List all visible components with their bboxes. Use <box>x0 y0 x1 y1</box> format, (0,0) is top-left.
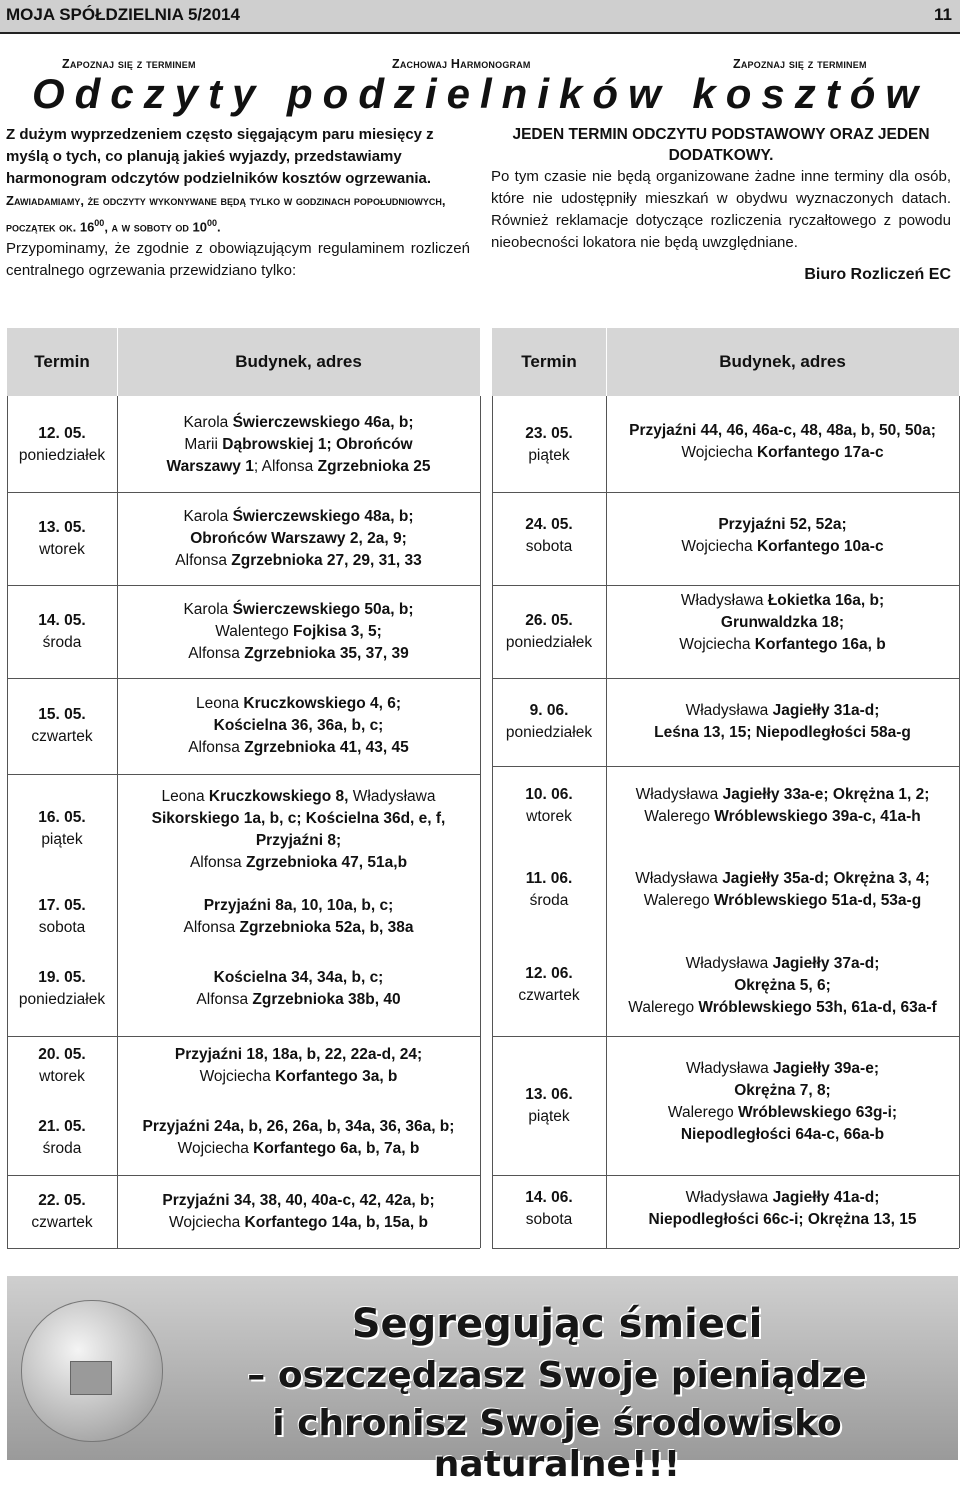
table-row: 21. 05. środa <box>38 1118 86 1157</box>
table-row: 17. 05. sobota <box>38 897 86 936</box>
table-row: 20. 05. wtorek <box>38 1046 86 1085</box>
table-row: Władysława Jagiełły 31a-d; Leśna 13, 15; Niepodległości 58a-g <box>654 702 911 741</box>
table-row: 19. 05. poniedziałek <box>18 969 106 1008</box>
table-row: Przyjaźni 8a, 10, 10a, b, c; Alfonsa Zgrzebnioka 52a, b, 38a <box>183 897 414 936</box>
table-row: Karola Świerczewskiego 50a, b; Walentego Fojkisa 3, 5; Alfonsa Zgrzebnioka 35, 37, 39 <box>183 600 414 662</box>
table-row: Kościelna 34, 34a, b, c; Alfonsa Zgrzebnioka 38b, 40 <box>196 969 401 1008</box>
table-row: Władysława Jagiełły 35a-d; Okrężna 3, 4; Walerego Wróblewskiego 51a-d, 53a-g <box>635 870 930 909</box>
table-row: Przyjaźni 34, 38, 40, 40a-c, 42, 42a, b; Wojciecha Korfantego 14a, b, 15a, b <box>162 1192 435 1231</box>
table-row: 11. 06. środa <box>525 870 573 909</box>
magazine-title: MOJA SPÓŁDZIELNIA 5/2014 <box>6 5 240 24</box>
table-row: Leona Kruczkowskiego 4, 6; Kościelna 36, 36a, b, c; Alfonsa Zgrzebnioka 41, 43, 45 <box>188 695 409 756</box>
banner-line-1: Segregując śmieci <box>351 1301 763 1347</box>
table-row: Przyjaźni 52, 52a; Wojciecha Korfantego 10a-c <box>681 516 884 555</box>
table-row: 13. 06. piątek <box>525 1085 573 1125</box>
column-header-term: Termin <box>521 352 577 371</box>
table-row: Przyjaźni 44, 46, 46a-c, 48, 48a, b, 50, 50a; Wojciecha Korfantego 17a-c <box>629 422 936 461</box>
table-header-left <box>7 328 480 396</box>
table-row: 15. 05. czwartek <box>31 706 93 745</box>
table-row: Władysława Jagiełły 37a-d; Okrężna 5, 6; Walerego Wróblewskiego 53h, 61a-d, 63a-f <box>628 955 937 1016</box>
table-row: Leona Kruczkowskiego 8, Władysława Sikorskiego 1a, b, c; Kościelna 36d, e, f, Przyjaźni 8; Alfonsa Zgrzebnioka 47, 51a,b <box>151 788 446 871</box>
table-row: 12. 05. poniedziałek <box>18 425 106 464</box>
table-row: 26. 05. poniedziałek <box>505 611 593 651</box>
intro-paragraph-2: Zawiadamiamy, że odczyty wykonywane będą tylko w godzinach popołudniowych, początek ok. $16^{00}$, a w soboty od $10^{00}$. <box>6 193 446 235</box>
intro-paragraph-1: Z dużym wyprzedzeniem często sięgającym paru miesięcy z myślą o tych, co planują jakieś wyjazdy, przedstawiamy harmonogram odczytów podzielników kosztów ogrzewania. <box>6 126 434 187</box>
table-row: 14. 06. sobota <box>525 1189 573 1228</box>
subheader-right: Zapoznaj się z terminem <box>733 57 867 71</box>
table-row: Karola Świerczewskiego 46a, b; Marii Dąbrowskiej 1; Obrońców Warszawy 1; Alfonsa Zgrzebnioka 25 <box>166 414 431 475</box>
banner-line-2: – oszczędzasz Swoje pieniądze <box>247 1355 867 1396</box>
subheader-center: Zachowaj Harmonogram <box>392 57 531 71</box>
signature: Biuro Rozliczeń EC <box>804 266 951 283</box>
column-header-address: Budynek, adres <box>719 352 846 371</box>
column-header-term: Termin <box>34 352 90 371</box>
table-row: Władysława Łokietka 16a, b; Grunwaldzka 18; Wojciecha Korfantego 16a, b <box>679 591 886 653</box>
table-row: 14. 05. środa <box>38 611 86 651</box>
table-row: Przyjaźni 24a, b, 26, 26a, b, 34a, 36, 36a, b; Wojciecha Korfantego 6a, b, 7a, b <box>142 1118 455 1157</box>
recycling-banner <box>7 1276 958 1485</box>
table-row: Władysława Jagiełły 39a-e; Okrężna 7, 8; Walerego Wróblewskiego 63g-i; Niepodległości 64a-c, 66a-b <box>667 1060 898 1143</box>
table-row: 24. 05. sobota <box>525 516 573 555</box>
table-row: 12. 06. czwartek <box>518 965 580 1004</box>
intro-right <box>491 124 951 286</box>
table-row: Władysława Jagiełły 41a-d; Niepodległości 66c-i; Okrężna 13, 15 <box>648 1189 917 1228</box>
page-number: 11 <box>934 5 952 24</box>
table-row: 16. 05. piątek <box>38 809 86 848</box>
table-row: Przyjaźni 18, 18a, b, 22, 22a-d, 24; Wojciecha Korfantego 3a, b <box>174 1046 423 1085</box>
table-row: 10. 06. wtorek <box>525 786 573 825</box>
intro-paragraph-3: Przypominamy, że zgodnie z obowiązującym regulaminem rozliczeń centralnego ogrzewania przewidziano tylko: <box>6 240 470 280</box>
intro-left <box>6 124 470 282</box>
subheader-left: Zapoznaj się z terminem <box>62 57 196 71</box>
table-row: 23. 05. piątek <box>525 425 573 464</box>
recycling-bin-icon <box>21 1300 163 1442</box>
intro-right-paragraph: Po tym czasie nie będą organizowane żadne inne terminy dla osób, które nie udostępniły mieszkań w obydwu wyznaczonych datach. Również reklamacje dotyczące rozliczenia ryczałtowego z powodu nieobecności lokatora nie będą uwzględniane. <box>491 168 951 251</box>
article-title: Odczyty podzielników kosztów <box>31 70 929 117</box>
intro-right-heading: JEDEN TERMIN ODCZYTU PODSTAWOWY ORAZ JEDEN DODATKOWY. <box>512 126 930 164</box>
table-row: Karola Świerczewskiego 48a, b; Obrońców Warszawy 2, 2a, 9; Alfonsa Zgrzebnioka 27, 29, 31, 33 <box>175 507 422 569</box>
page-header <box>0 0 960 34</box>
table-row: 13. 05. wtorek <box>38 518 86 558</box>
table-row: 9. 06. poniedziałek <box>505 702 593 741</box>
table-header-right <box>492 328 959 396</box>
table-row: Władysława Jagiełły 33a-e; Okrężna 1, 2; Walerego Wróblewskiego 39a-c, 41a-h <box>635 786 930 825</box>
banner-line-3: i chronisz Swoje środowisko naturalne!!! <box>272 1403 842 1485</box>
column-header-address: Budynek, adres <box>235 352 362 371</box>
table-row: 22. 05. czwartek <box>31 1192 93 1231</box>
